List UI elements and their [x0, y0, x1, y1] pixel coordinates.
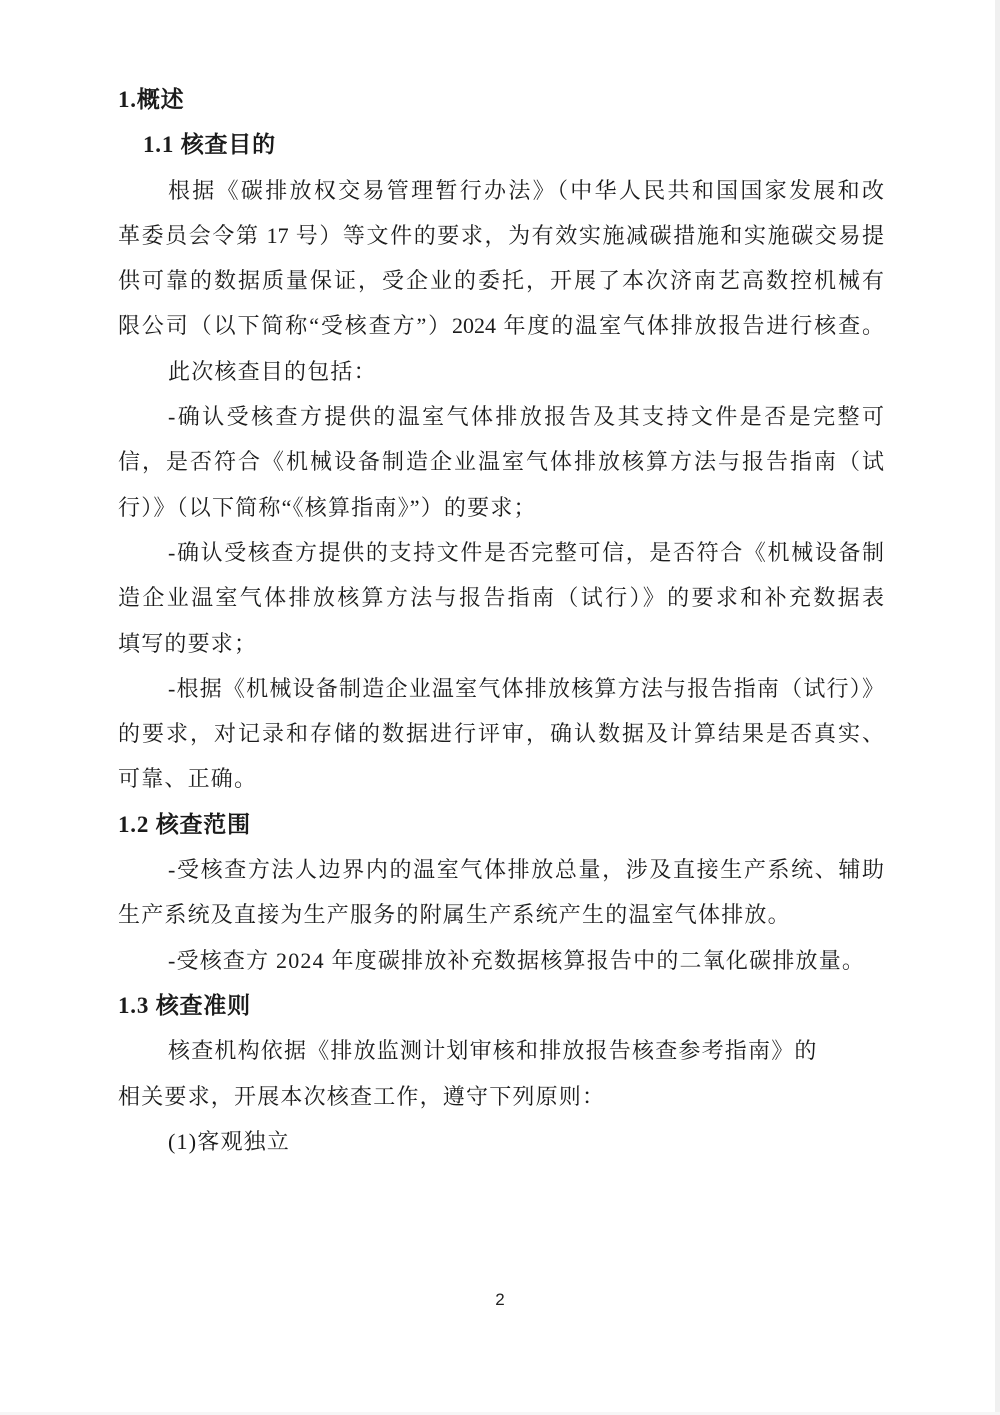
- paragraph-line: 供可靠的数据质量保证，受企业的委托，开展了本次济南艺高数控机械有: [118, 268, 884, 294]
- paragraph-line: 填写的要求；: [118, 630, 258, 656]
- document-body: [118, 77, 884, 1164]
- paragraph-line: 生产系统及直接为生产服务的附属生产系统产生的温室气体排放。: [118, 902, 791, 928]
- list-item-line: -根据《机械设备制造企业温室气体排放核算方法与报告指南（试行）》: [168, 675, 884, 701]
- paragraph-line: 相关要求，开展本次核查工作，遵守下列原则：: [118, 1083, 606, 1109]
- paragraph-line: 核查机构依据《排放监测计划审核和排放报告核查参考指南》的: [168, 1038, 818, 1064]
- paragraph-line: 可靠、正确。: [118, 766, 258, 792]
- heading-section-1-3-criteria: 1.3 核查准则: [118, 992, 251, 1018]
- list-item-line: -受核查方法人边界内的温室气体排放总量，涉及直接生产系统、辅助: [168, 857, 884, 883]
- list-item-line: -确认受核查方提供的支持文件是否完整可信，是否符合《机械设备制: [168, 539, 884, 565]
- paragraph-line: 此次核查目的包括：: [168, 358, 377, 384]
- paragraph-line: 根据《碳排放权交易管理暂行办法》（中华人民共和国国家发展和改: [168, 177, 884, 203]
- paragraph-line: 行）》（以下简称“《核算指南》”）的要求；: [118, 494, 537, 520]
- list-item-line: (1)客观独立: [168, 1128, 291, 1154]
- paragraph-line: 信，是否符合《机械设备制造企业温室气体排放核算方法与报告指南（试: [118, 449, 884, 475]
- scan-edge-right: [995, 0, 1000, 1415]
- paragraph-line: 造企业温室气体排放核算方法与报告指南（试行）》的要求和补充数据表: [118, 585, 884, 611]
- heading-section-1-2-scope: 1.2 核查范围: [118, 811, 251, 837]
- paragraph-line: 的要求，对记录和存储的数据进行评审，确认数据及计算结果是否真实、: [118, 721, 884, 747]
- paragraph-line: 革委员会令第 17 号）等文件的要求，为有效实施减碳措施和实施碳交易提: [118, 222, 884, 248]
- heading-section-1-overview: 1.概述: [118, 87, 185, 112]
- paragraph-line: 限公司（以下简称“受核查方”）2024 年度的温室气体排放报告进行核查。: [118, 313, 884, 339]
- heading-section-1-1-purpose: 1.1 核查目的: [143, 132, 276, 158]
- list-item-line: -确认受核查方提供的温室气体排放报告及其支持文件是否是完整可: [168, 404, 884, 430]
- list-item-line: -受核查方 2024 年度碳排放补充数据核算报告中的二氧化碳排放量。: [168, 947, 866, 973]
- page-number: 2: [495, 1290, 505, 1309]
